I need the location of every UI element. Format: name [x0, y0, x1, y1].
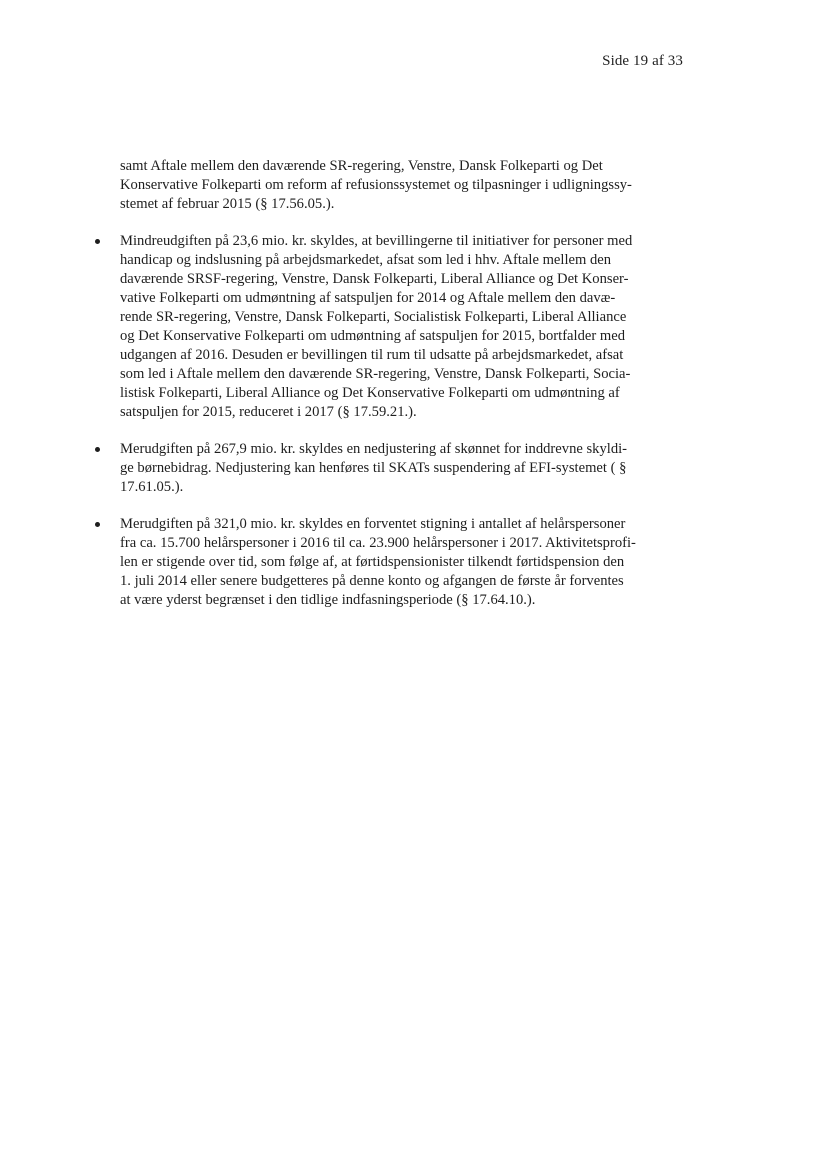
- text-line: daværende SRSF-regering, Venstre, Dansk Folkeparti, Liberal Alliance og Det Konser-: [120, 271, 629, 287]
- text-line: samt Aftale mellem den daværende SR-regering, Venstre, Dansk Folkeparti og Det: [120, 158, 603, 174]
- text-line: fra ca. 15.700 helårspersoner i 2016 til ca. 23.900 helårspersoner i 2017. Aktivitetsprofi-: [120, 535, 636, 551]
- text-line: 1. juli 2014 eller senere budgetteres på denne konto og afgangen de første år forventes: [120, 573, 624, 589]
- text-line: at være yderst begrænset i den tidlige indfasningsperiode (§ 17.64.10.).: [120, 592, 536, 608]
- text-line: og Det Konservative Folkeparti om udmøntning af satspuljen for 2015, bortfalder med: [120, 328, 625, 344]
- document-body: [120, 157, 688, 628]
- text-line: Mindreudgiften på 23,6 mio. kr. skyldes, at bevillingerne til initiativer for personer med: [120, 233, 633, 249]
- text-line: listisk Folkeparti, Liberal Alliance og Det Konservative Folkeparti om udmøntning af: [120, 385, 620, 401]
- bullet-list: [120, 232, 688, 610]
- text-line: handicap og indslusning på arbejdsmarkedet, afsat som led i hhv. Aftale mellem den: [120, 252, 612, 268]
- text-line: stemet af februar 2015 (§ 17.56.05.).: [120, 196, 335, 212]
- bullet-item-mindreudgift-23-6: [120, 232, 688, 422]
- page-number: Side 19 af 33: [602, 53, 683, 69]
- text-line: Merudgiften på 321,0 mio. kr. skyldes en forventet stigning i antallet af helårspersoner: [120, 516, 626, 532]
- text-line: vative Folkeparti om udmøntning af satspuljen for 2014 og Aftale mellem den davæ-: [120, 290, 616, 306]
- text-line: udgangen af 2016. Desuden er bevillingen til rum til udsatte på arbejdsmarkedet, afsat: [120, 347, 624, 363]
- text-line: ge børnebidrag. Nedjustering kan henføres til SKATs suspendering af EFI-systemet ( §: [120, 460, 627, 476]
- bullet-item-merudgift-321-0: [120, 515, 688, 610]
- bullet-paragraph: [120, 232, 688, 422]
- intro-paragraph: [120, 157, 688, 214]
- bullet-point-icon: [95, 447, 100, 452]
- text-line: 17.61.05.).: [120, 479, 184, 495]
- text-line: rende SR-regering, Venstre, Dansk Folkeparti, Socialistisk Folkeparti, Liberal Alliance: [120, 309, 627, 325]
- text-line: som led i Aftale mellem den daværende SR-regering, Venstre, Dansk Folkeparti, Socia-: [120, 366, 631, 382]
- bullet-point-icon: [95, 239, 100, 244]
- text-line: Merudgiften på 267,9 mio. kr. skyldes en nedjustering af skønnet for inddrevne skyldi-: [120, 441, 628, 457]
- bullet-paragraph: [120, 515, 688, 610]
- bullet-paragraph: [120, 440, 688, 497]
- bullet-item-merudgift-267-9: [120, 440, 688, 497]
- bullet-point-icon: [95, 522, 100, 527]
- text-line: Konservative Folkeparti om reform af refusionssystemet og tilpasninger i udligningssy-: [120, 177, 632, 193]
- text-line: len er stigende over tid, som følge af, at førtidspensionister tilkendt førtidspension den: [120, 554, 625, 570]
- text-line: satspuljen for 2015, reduceret i 2017 (§ 17.59.21.).: [120, 404, 417, 420]
